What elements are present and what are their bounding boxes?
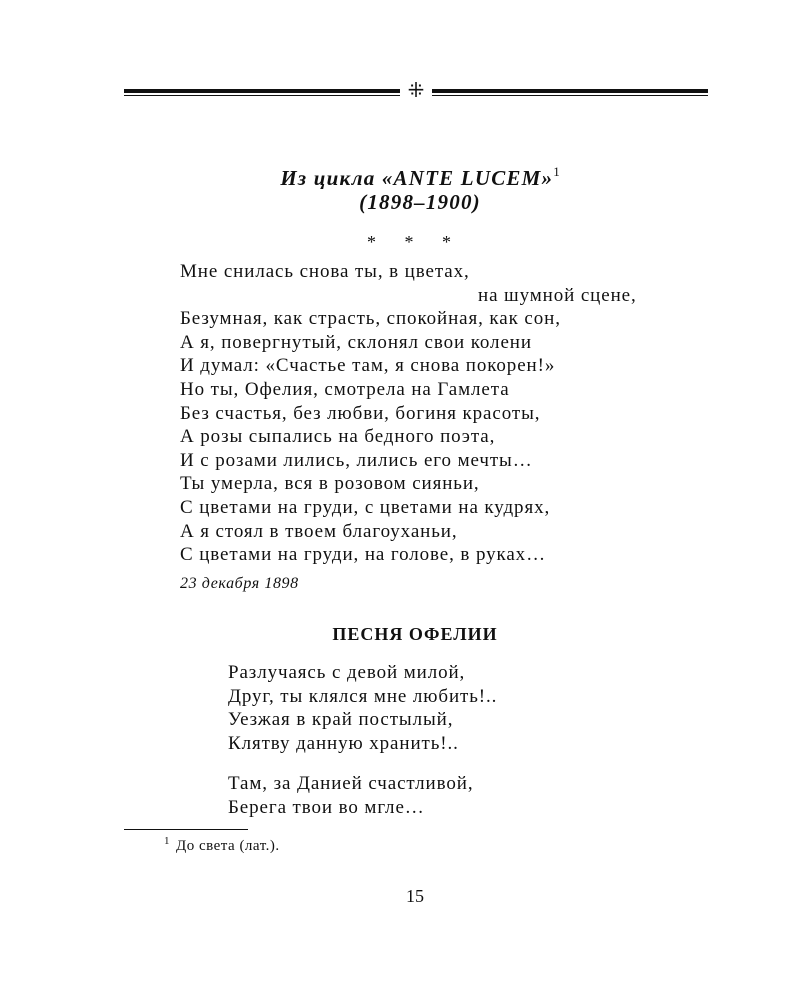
- poem-line: Без счастья, без любви, богиня красоты,: [180, 402, 541, 424]
- footnote-reference: 1: [553, 164, 560, 179]
- stanza-line: Уезжая в край постылый,: [228, 709, 454, 731]
- header-rule-left: [124, 89, 400, 93]
- header-ornament-rule: [124, 78, 708, 102]
- stanza-line: Друг, ты клялся мне любить!..: [228, 685, 498, 707]
- ornament-icon: ⁜: [407, 78, 425, 102]
- poem-line: А я, повергнутый, склонял свои колени: [180, 331, 532, 353]
- poem-line: Безумная, как страсть, спокойная, как сон,: [180, 308, 561, 330]
- poem-untitled: [180, 260, 700, 567]
- poem-line: И с розами лились, лились его мечты…: [180, 449, 533, 471]
- poem-line: на шумной сцене,: [478, 284, 637, 306]
- cycle-years: (1898–1900): [359, 190, 481, 214]
- cycle-title: [150, 166, 690, 190]
- poem-separator: * * *: [367, 232, 463, 252]
- stanza-line: Берега твои во мгле…: [228, 796, 425, 818]
- header-rule-right: [432, 89, 708, 93]
- poem-line: А я стоял в твоем благоуханьи,: [180, 520, 458, 542]
- song-title: ПЕСНЯ ОФЕЛИИ: [332, 624, 498, 644]
- stanza-line: Клятву данную хранить!..: [228, 732, 459, 754]
- footnote-mark: 1: [164, 835, 170, 847]
- footnote: [164, 835, 280, 855]
- poem-line: Мне снилась снова ты, в цветах,: [180, 261, 470, 282]
- poem-line: И думал: «Счастье там, я снова покорен!»: [180, 355, 556, 377]
- footnote-text: До света (лат.).: [176, 838, 280, 854]
- page-number: 15: [406, 886, 424, 906]
- stanza-line: Там, за Данией счастливой,: [228, 773, 474, 794]
- poem-date: 23 декабря 1898: [180, 575, 299, 592]
- cycle-title-text: Из цикла «ANTE LUCEM»: [280, 166, 554, 190]
- song-stanza-1: [228, 661, 688, 755]
- stanza-line: Разлучаясь с девой милой,: [228, 662, 466, 683]
- poem-line: С цветами на груди, с цветами на кудрях,: [180, 496, 551, 518]
- poem-line: Ты умерла, вся в розовом сияньи,: [180, 473, 480, 495]
- poem-line: Но ты, Офелия, смотрела на Гамлета: [180, 378, 510, 400]
- footnote-divider: [124, 829, 248, 830]
- poem-line: А розы сыпались на бедного поэта,: [180, 426, 496, 448]
- poem-line: С цветами на груди, на голове, в руках…: [180, 544, 546, 566]
- song-stanza-2: [228, 772, 688, 819]
